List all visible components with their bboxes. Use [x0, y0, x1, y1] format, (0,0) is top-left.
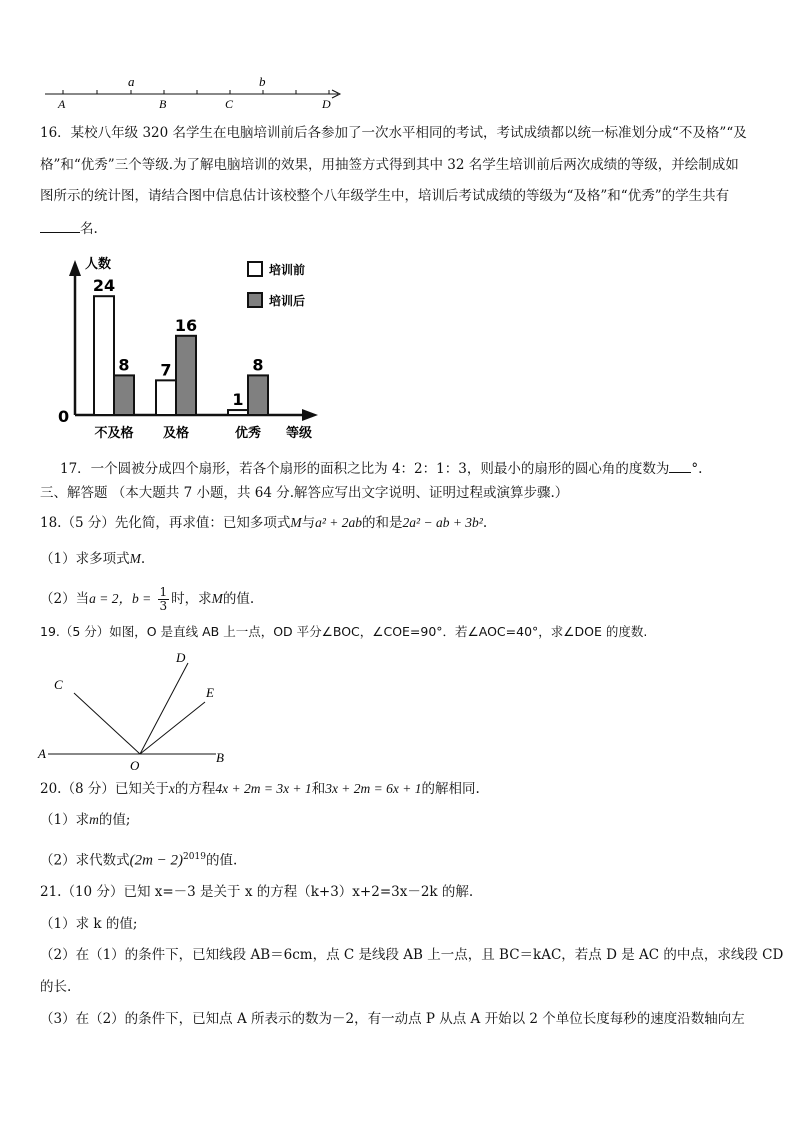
data-label-before-0: 24 — [92, 276, 116, 296]
q16-line1: 16．某校八年级 320 名学生在电脑培训前后各参加了一次水平相同的考试，考试成绩都以统一标准划分成“不及格”“及 — [40, 125, 747, 141]
q18-main: 18.（5 分）先化简，再求值：已知多项式M与a² + 2ab的和是2a² − ab + 3b². — [40, 515, 488, 531]
ray-OC — [74, 693, 140, 754]
y-axis-arrow — [69, 260, 81, 276]
legend-swatch-before — [248, 262, 262, 276]
category-label-0: 不及格 — [94, 426, 134, 441]
label-D: D — [322, 97, 331, 111]
point-O: O — [130, 758, 140, 773]
q18-part2: （2）当a = 2，b = $\frac{1}{3}$ 时，求M的值. — [40, 585, 255, 613]
number-line-figure — [40, 72, 350, 112]
q17: 17．一个圆被分成四个扇形，若各个扇形的面积之比为 4：2：1：3，则最小的扇形的圆心角的度数为 °. — [60, 458, 702, 479]
q20-part2: （2）求代数式$(2m - 2)^{2019}$的值. — [40, 852, 238, 869]
y-axis-label: 人数 — [85, 257, 112, 272]
bar-chart — [50, 250, 340, 445]
q21-line1: 21.（10 分）已知 x=－3 是关于 x 的方程（k+3）x+2=3x－2k 的解. — [40, 884, 474, 900]
section-header: 三、解答题 （本大题共 7 小题，共 64 分.解答应写出文字说明、证明过程或演算步骤.） — [40, 485, 569, 501]
q21-part3: （3）在（2）的条件下，已知点 A 所表示的数为－2，有一动点 P 从点 A 开始以 2 个单位长度每秒的速度沿数轴向左 — [40, 1011, 745, 1027]
q16-line4: 名. — [40, 218, 98, 239]
q20-main: 20.（8 分）已知关于x的方程4x + 2m = 3x + 1和3x + 2m = 6x + 1的解相同. — [40, 781, 480, 797]
fraction: $\frac{1}{3}$ — [159, 585, 168, 613]
legend-swatch-after — [248, 293, 262, 307]
bar-before-2 — [228, 410, 248, 415]
angle-figure — [30, 645, 250, 775]
x-axis-label: 等级 — [286, 426, 313, 441]
bar-after-2 — [248, 375, 268, 415]
data-label-after-2: 8 — [252, 355, 264, 375]
label-C: C — [225, 97, 234, 111]
q18-part1: （1）求多项式M. — [40, 551, 146, 567]
ray-OE — [140, 702, 205, 754]
point-D: D — [176, 650, 186, 665]
point-B: B — [216, 750, 224, 765]
data-label-after-0: 8 — [118, 355, 130, 375]
ray-OD — [140, 663, 188, 754]
legend-label-before: 培训前 — [269, 263, 306, 277]
q21-part1: （1）求 k 的值; — [40, 916, 138, 932]
x-axis-arrow — [302, 409, 318, 421]
origin-label: 0 — [58, 407, 70, 426]
label-b: b — [259, 74, 266, 89]
label-B: B — [159, 97, 167, 111]
data-label-before-2: 1 — [232, 390, 244, 410]
q16-line2: 格”和“优秀”三个等级.为了解电脑培训的效果，用抽签方式得到其中 32 名学生培训前后两次成绩的等级，并绘制成如 — [40, 157, 739, 173]
q21-part2a: （2）在（1）的条件下，已知线段 AB＝6cm，点 C 是线段 AB 上一点，且 BC＝kAC，若点 D 是 AC 的中点，求线段 CD — [40, 947, 784, 963]
bar-before-1 — [156, 380, 176, 415]
point-C: C — [54, 677, 63, 692]
point-A: A — [38, 746, 46, 761]
q20-part1: （1）求m的值; — [40, 812, 131, 828]
q16-line3: 图所示的统计图，请结合图中信息估计该校整个八年级学生中，培训后考试成绩的等级为“及格”和“优秀”的学生共有 — [40, 188, 730, 204]
bar-after-0 — [114, 375, 134, 415]
category-label-2: 优秀 — [234, 426, 262, 441]
answer-blank[interactable] — [40, 218, 80, 233]
legend-label-after: 培训后 — [269, 294, 306, 308]
data-label-after-1: 16 — [174, 315, 198, 335]
bar-after-1 — [176, 336, 196, 415]
bar-before-0 — [94, 296, 114, 415]
category-label-1: 及格 — [162, 426, 190, 441]
label-A: A — [58, 97, 66, 111]
answer-blank-q17[interactable] — [669, 458, 691, 473]
q19-text: 19.（5 分）如图，O 是直线 AB 上一点，OD 平分∠BOC，∠COE=90°．若∠AOC=40°，求∠DOE 的度数. — [40, 624, 648, 639]
q21-part2b: 的长. — [40, 979, 72, 995]
point-E: E — [206, 685, 214, 700]
label-a: a — [128, 74, 135, 89]
data-label-before-1: 7 — [160, 360, 172, 380]
